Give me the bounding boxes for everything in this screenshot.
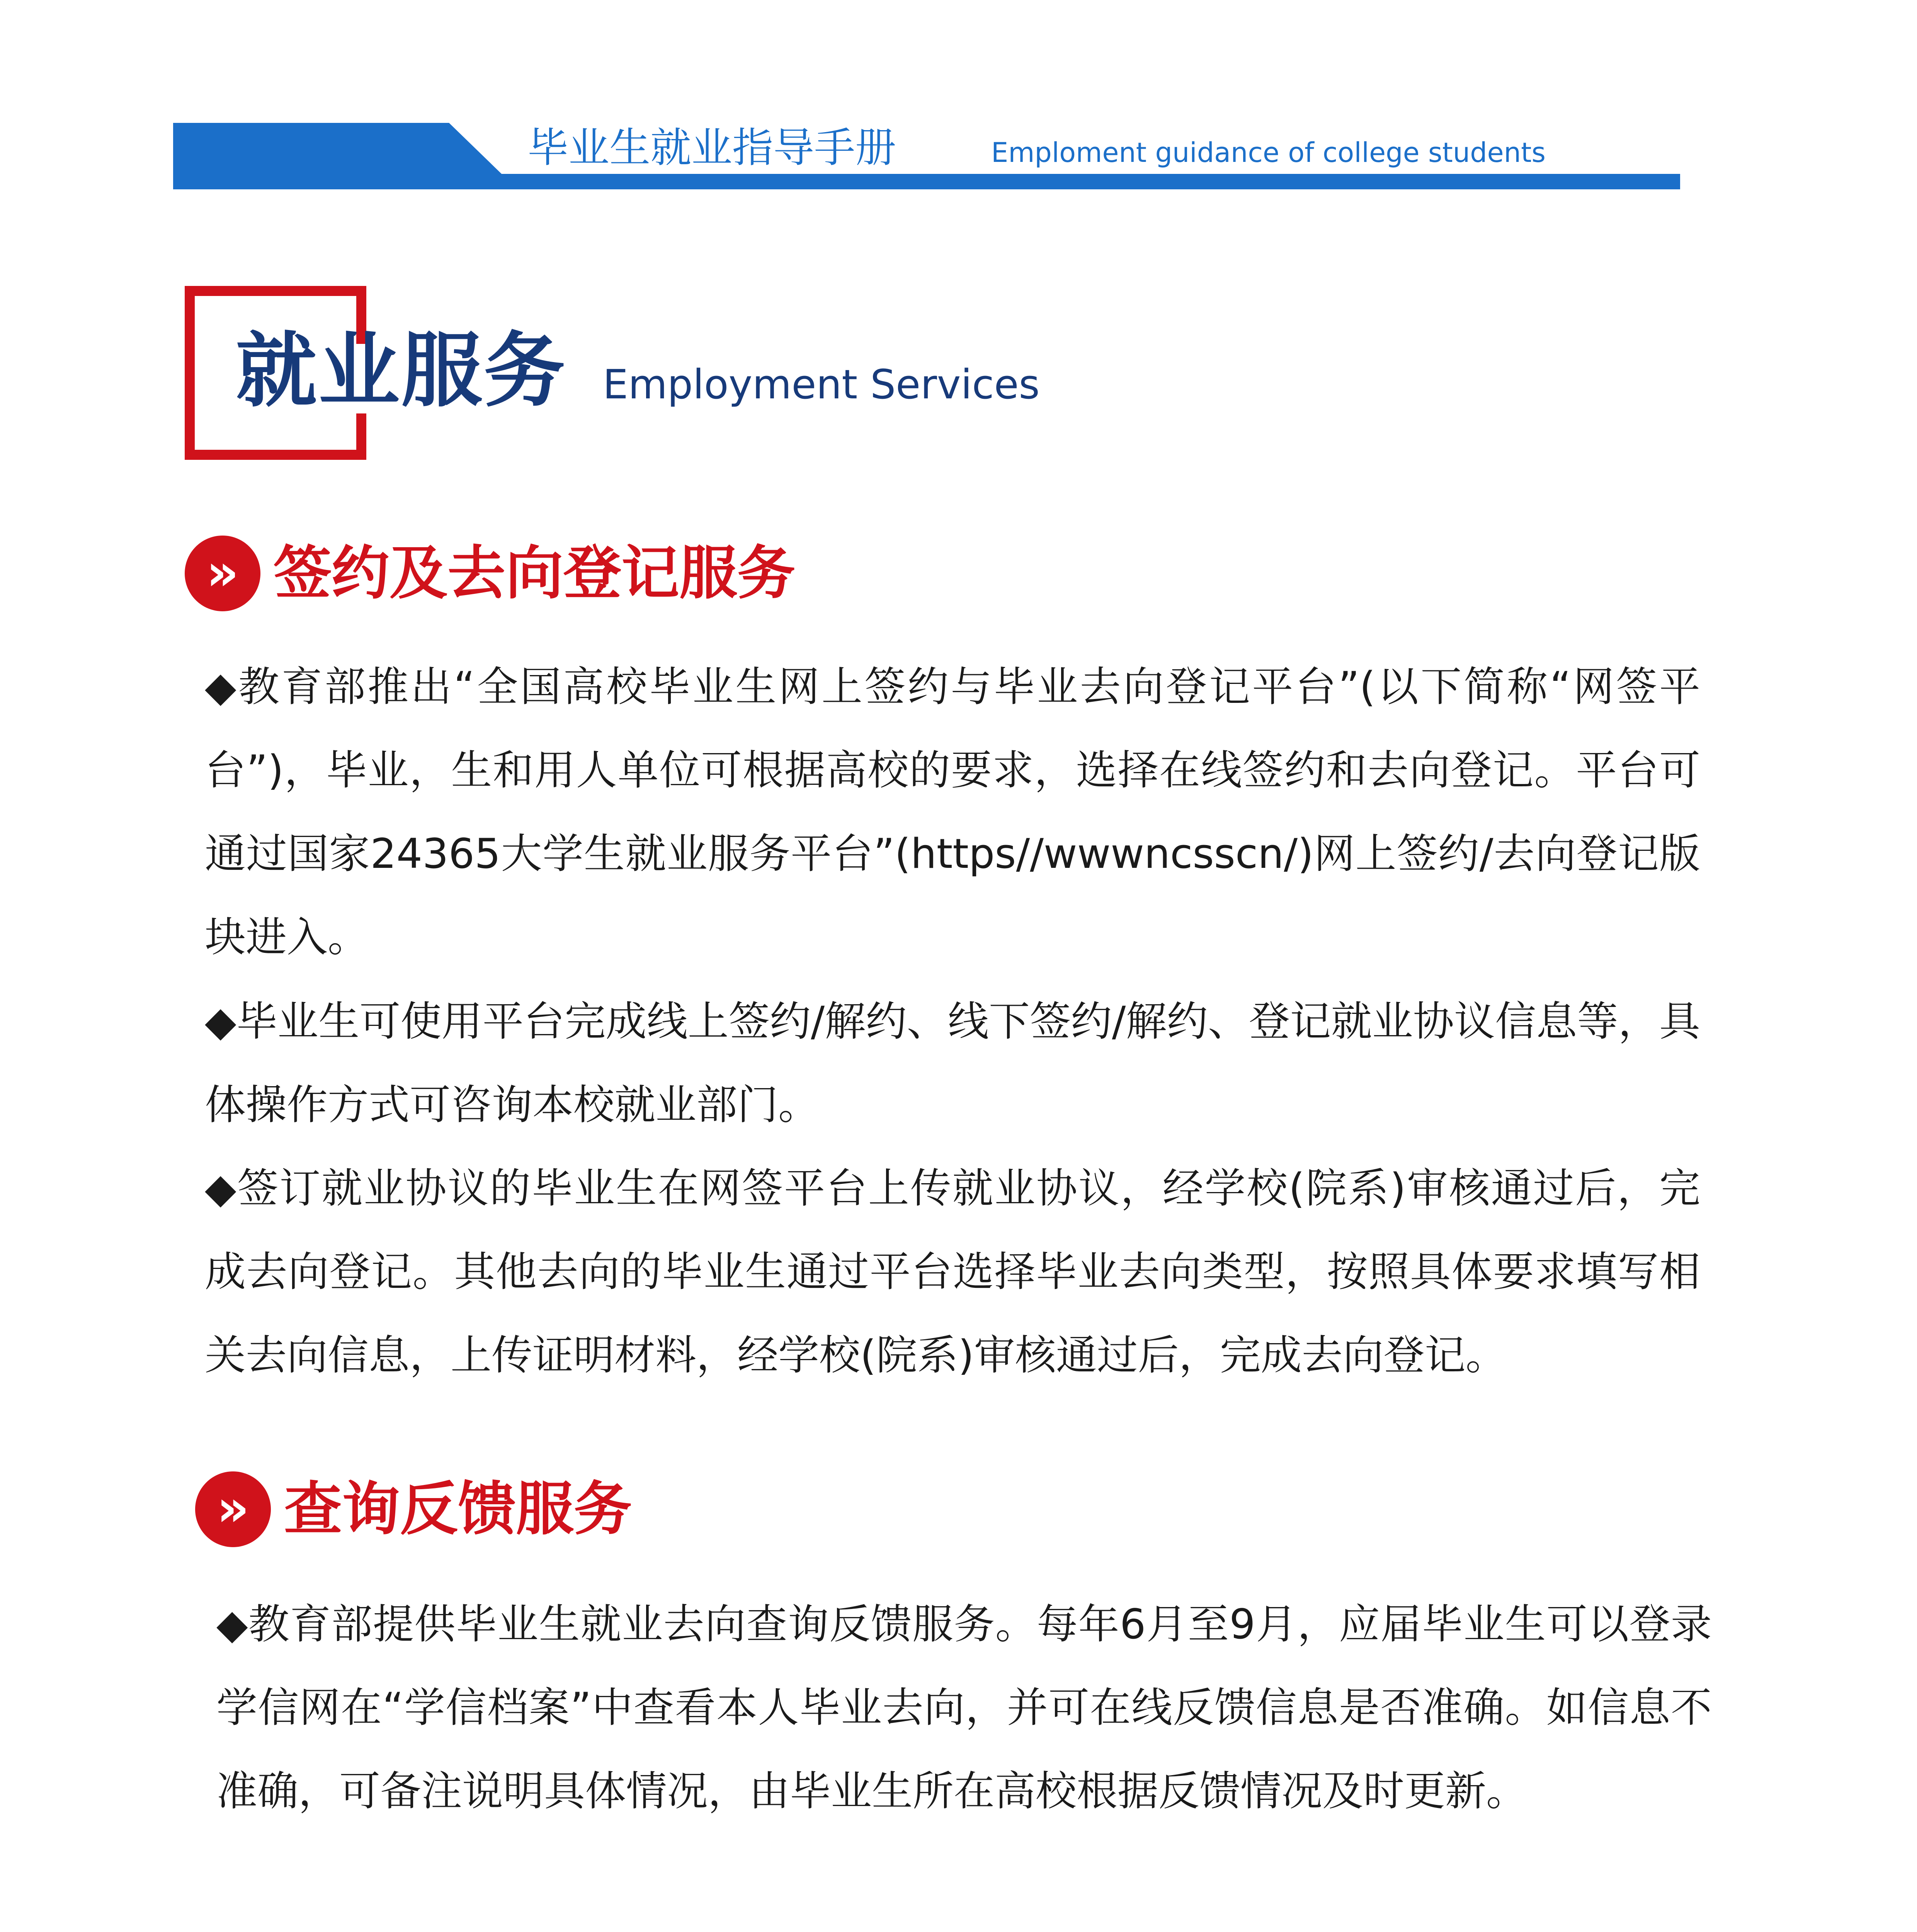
subsection-title-query: 查询反馈服务 [284,1476,632,1543]
header-subtitle: Emploment guidance of college students [991,137,1546,168]
section-title: 就业服务 [236,323,567,418]
paragraph-signing-registration: ◆签订就业协议的毕业生在网签平台上传就业协议，经学校(院系)审核通过后，完成去向登记。其他去向的毕业生通过平台选择毕业去向类型，按照具体要求填写相关去向信息，上传证明材料，经学校(院系)审核通过后，完成去向登记。 [205,1165,1700,1379]
double-chevron-right-icon: » [195,1471,271,1547]
header-blue-wedge [173,123,502,174]
subsection-title-signing: 签约及去向登记服务 [274,540,796,607]
section-subtitle: Employment Services [603,361,1040,408]
paragraph-signing-platform: ◆教育部推出“全国高校毕业生网上签约与毕业去向登记平台”(以下简称“网签平台”)，毕业，生和用人单位可根据高校的要求，选择在线签约和去向登记。平台可通过国家24365大学生就业服务平台”(https//wwwncsscn/)网上签约/去向登记版块进入。 [205,663,1700,961]
paragraph-signing-operations: ◆毕业生可使用平台完成线上签约/解约、线下签约/解约、登记就业协议信息等，具体操作方式可咨询本校就业部门。 [205,998,1700,1129]
header-title: 毕业生就业指导手册 [527,124,896,172]
double-chevron-right-icon: » [185,536,260,611]
paragraph-query-feedback: ◆教育部提供毕业生就业去向查询反馈服务。每年6月至9月，应届毕业生可以登录学信网在“学信档案”中查看本人毕业去向，并可在线反馈信息是否准确。如信息不准确，可备注说明具体情况，由毕业生所在高校根据反馈情况及时更新。 [216,1600,1712,1815]
header-blue-rule [173,174,1680,189]
